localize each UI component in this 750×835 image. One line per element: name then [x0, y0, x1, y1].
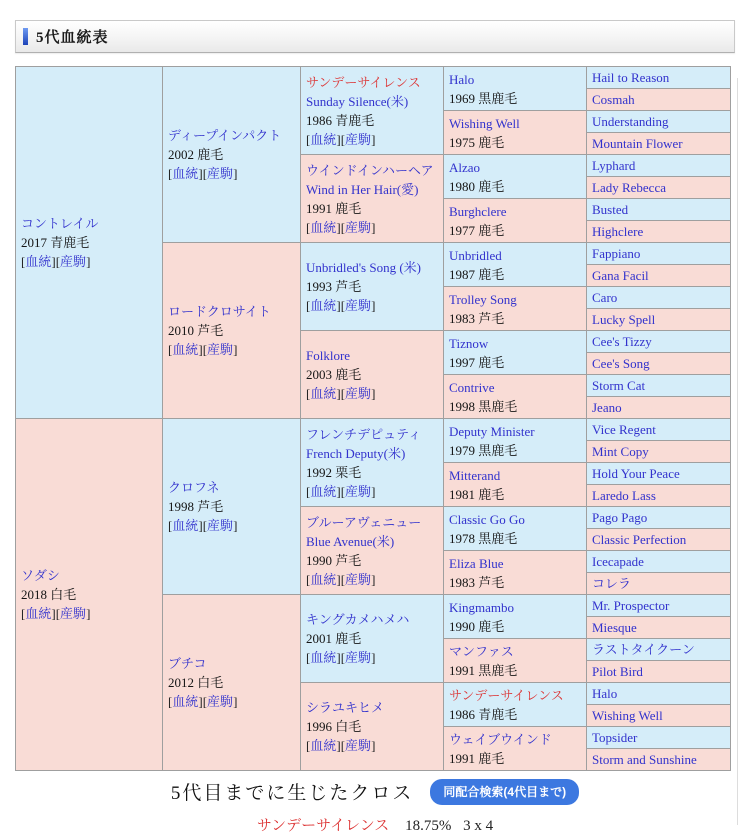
horse-name-link[interactable]: Sunday Silence(米) — [306, 93, 409, 109]
pedigree-cell-gen2-0 — [163, 67, 301, 243]
horse-name-link[interactable]: Miesque — [592, 620, 637, 635]
cross-item — [0, 814, 750, 835]
horse-name-link[interactable]: シラユキヒメ — [306, 700, 385, 715]
pedigree-cell-gen5-10 — [587, 287, 731, 309]
offspring-link[interactable]: 産駒 — [345, 298, 372, 313]
pedigree-cell-gen4-3 — [444, 199, 587, 243]
bracket: ] — [336, 650, 341, 665]
pedigree-cell-gen5-23 — [587, 573, 731, 595]
bracket: ] — [336, 738, 341, 753]
horse-name-link[interactable]: Burghclere — [449, 203, 507, 219]
horse-quick-links — [306, 482, 440, 501]
offspring-link[interactable]: 産駒 — [207, 518, 234, 533]
cross-section — [0, 778, 750, 805]
horse-quick-links — [306, 296, 440, 315]
bracket: ] — [336, 219, 341, 235]
horse-name-link[interactable]: Hail to Reason — [592, 70, 670, 85]
horse-name-link[interactable]: コントレイル — [21, 216, 99, 231]
pedigree-cell-gen4-11 — [444, 551, 587, 595]
horse-name-link[interactable]: ラストタイクーン — [592, 642, 695, 657]
pedigree-cell-gen4-2 — [444, 155, 587, 199]
horse-quick-links — [306, 130, 440, 149]
horse-name-link[interactable]: Highclere — [592, 224, 644, 239]
horse-name-link[interactable]: Lyphard — [592, 158, 636, 173]
pedigree-cell-gen4-15 — [444, 727, 587, 771]
cross-section-title: 5代目までに生じたクロス — [170, 783, 414, 804]
pedigree-cell-gen5-18 — [587, 463, 731, 485]
blood-link[interactable]: 血統 — [310, 386, 337, 401]
horse-name-link[interactable]: Cee's Song — [592, 356, 650, 371]
offspring-link[interactable]: 産駒 — [207, 166, 234, 181]
pedigree-cell-gen5-19 — [587, 485, 731, 507]
horse-name-link[interactable]: Lady Rebecca — [592, 180, 666, 195]
blood-link[interactable]: 血統 — [172, 518, 199, 533]
horse-name-link[interactable]: クロフネ — [168, 480, 220, 495]
horse-quick-links — [306, 570, 440, 589]
horse-name-link[interactable]: Jeano — [592, 400, 622, 415]
pedigree-cell-gen3-5 — [301, 507, 444, 595]
horse-name-link[interactable]: Contrive — [449, 379, 495, 395]
pedigree-cell-gen5-28 — [587, 683, 731, 705]
offspring-link[interactable]: 産駒 — [345, 131, 372, 147]
horse-name-link[interactable]: Mint Copy — [592, 444, 649, 459]
pedigree-cell-gen4-7 — [444, 375, 587, 419]
horse-name-link[interactable]: ブチコ — [168, 656, 207, 671]
bracket: ] — [198, 342, 203, 357]
bracket: ] — [233, 166, 238, 181]
horse-name-link[interactable]: ディープインパクト — [168, 128, 282, 143]
pedigree-cell-gen5-8 — [587, 243, 731, 265]
horse-name-link[interactable]: コレラ — [592, 576, 632, 591]
pedigree-cell-gen5-16 — [587, 419, 731, 441]
pedigree-cell-gen5-20 — [587, 507, 731, 529]
bracket: ] — [233, 518, 238, 533]
pedigree-cell-gen1-0 — [16, 67, 163, 419]
horse-year-coat: 2012 白毛 — [168, 675, 224, 690]
bracket: ] — [371, 738, 376, 753]
horse-name-link[interactable]: Halo — [592, 686, 618, 701]
offspring-link[interactable]: 産駒 — [207, 694, 234, 709]
pedigree-cell-gen5-21 — [587, 529, 731, 551]
horse-year-coat: 1981 鹿毛 — [449, 486, 505, 502]
pedigree-cell-gen5-15 — [587, 397, 731, 419]
horse-year-coat: 1993 芦毛 — [306, 279, 362, 294]
horse-name-link[interactable]: キングカメハメハ — [306, 612, 410, 627]
horse-name-link[interactable]: Blue Avenue(米) — [306, 533, 395, 549]
pedigree-cell-gen3-0 — [301, 67, 444, 155]
horse-year-coat: 1969 黒鹿毛 — [449, 90, 518, 106]
pedigree-cell-gen5-25 — [587, 617, 731, 639]
pedigree-cell-gen5-9 — [587, 265, 731, 287]
bracket: [ — [340, 386, 346, 401]
horse-year-coat: 1980 鹿毛 — [449, 178, 505, 194]
pedigree-cell-gen5-13 — [587, 353, 731, 375]
horse-year-coat: 2018 白毛 — [21, 587, 77, 602]
horse-year-coat: 1998 芦毛 — [168, 499, 224, 514]
pedigree-table — [15, 66, 731, 771]
horse-year-coat: 1983 芦毛 — [449, 310, 505, 326]
offspring-link[interactable]: 産駒 — [60, 254, 87, 269]
horse-year-coat: 1992 栗毛 — [306, 464, 362, 480]
horse-name-link[interactable]: ウェイブウインド — [449, 731, 552, 747]
bracket: [ — [306, 298, 311, 313]
blood-link[interactable]: 血統 — [310, 650, 337, 665]
bracket: ] — [233, 342, 238, 357]
bracket: [ — [306, 650, 311, 665]
pedigree-cell-gen5-5 — [587, 177, 731, 199]
bracket: ] — [336, 298, 341, 313]
pedigree-cell-gen4-10 — [444, 507, 587, 551]
horse-name-link[interactable]: Pago Pago — [592, 510, 648, 525]
accent-bar-icon — [23, 28, 28, 45]
bracket: [ — [168, 518, 173, 533]
offspring-link[interactable]: 産駒 — [345, 219, 372, 235]
horse-name-link[interactable]: Tiznow — [449, 335, 489, 351]
bracket: ] — [371, 386, 376, 401]
horse-quick-links — [306, 648, 440, 667]
horse-year-coat: 2010 芦毛 — [168, 323, 224, 338]
horse-name-link[interactable]: Vice Regent — [592, 422, 656, 437]
horse-name-link[interactable]: Pilot Bird — [592, 664, 643, 679]
blood-link[interactable]: 血統 — [310, 738, 337, 753]
pedigree-table-body — [16, 67, 731, 771]
horse-year-coat: 1990 鹿毛 — [449, 618, 505, 634]
horse-quick-links — [168, 692, 297, 711]
offspring-link[interactable]: 産駒 — [345, 738, 372, 753]
bracket: [ — [202, 694, 208, 709]
pedigree-cell-gen4-6 — [444, 331, 587, 375]
horse-name-link[interactable]: Hold Your Peace — [592, 466, 680, 481]
bracket: [ — [306, 483, 311, 499]
pedigree-cell-gen4-9 — [444, 463, 587, 507]
horse-year-coat: 1987 鹿毛 — [449, 266, 505, 282]
bracket: [ — [340, 298, 346, 313]
horse-name-link[interactable]: Wishing Well — [449, 115, 520, 131]
pedigree-cell-gen5-24 — [587, 595, 731, 617]
horse-name-link[interactable]: Classic Perfection — [592, 532, 687, 547]
horse-name-link[interactable]: Cosmah — [592, 92, 635, 107]
horse-year-coat: 2001 鹿毛 — [306, 631, 362, 646]
horse-year-coat: 1991 鹿毛 — [306, 200, 362, 216]
horse-name-link[interactable]: Wishing Well — [592, 708, 663, 723]
horse-name-link[interactable]: Unbridled — [449, 247, 502, 263]
horse-name-link[interactable]: マンファス — [449, 643, 514, 659]
cross-pattern: 3 x 4 — [463, 818, 494, 834]
horse-name-link[interactable]: Understanding — [592, 114, 669, 129]
section-header — [15, 20, 735, 53]
horse-year-coat: 2017 青鹿毛 — [21, 235, 90, 250]
bracket: ] — [198, 694, 203, 709]
bracket: [ — [168, 694, 173, 709]
bracket: ] — [371, 298, 376, 313]
horse-year-coat: 1998 黒鹿毛 — [449, 398, 518, 414]
horse-name-link[interactable]: ロードクロサイト — [168, 304, 271, 319]
blood-link[interactable]: 血統 — [25, 254, 52, 269]
pedigree-cell-gen4-13 — [444, 639, 587, 683]
offspring-link[interactable]: 産駒 — [345, 571, 372, 587]
horse-name-link[interactable]: ブルーアヴェニュー — [306, 514, 422, 530]
blood-link[interactable]: 血統 — [310, 298, 337, 313]
horse-name-link[interactable]: Mitterand — [449, 467, 501, 483]
pedigree-cell-gen5-1 — [587, 89, 731, 111]
pedigree-cell-gen5-17 — [587, 441, 731, 463]
horse-name-link[interactable]: Laredo Lass — [592, 488, 656, 503]
blood-link[interactable]: 血統 — [310, 571, 337, 587]
horse-name-link[interactable]: Lucky Spell — [592, 312, 656, 327]
pedigree-cell-gen5-11 — [587, 309, 731, 331]
bracket: [ — [340, 483, 346, 499]
bracket: [ — [202, 342, 208, 357]
bracket: ] — [371, 571, 376, 587]
bracket: ] — [51, 606, 56, 621]
bracket: [ — [55, 254, 61, 269]
horse-name-link[interactable]: ウインドインハーヘア — [306, 162, 434, 178]
horse-name-link[interactable]: Icecapade — [592, 554, 644, 569]
pedigree-cell-gen5-29 — [587, 705, 731, 727]
bracket: [ — [340, 131, 346, 147]
pedigree-cell-gen3-2 — [301, 243, 444, 331]
horse-name-link[interactable]: Halo — [449, 71, 475, 87]
horse-name-crossed: サンデーサイレンス — [449, 687, 564, 703]
bracket: [ — [168, 166, 173, 181]
same-mating-search-button[interactable]: 同配合検索(4代目まで) — [430, 779, 579, 805]
bracket: ] — [198, 518, 203, 533]
bracket: ] — [371, 131, 376, 147]
horse-name-link[interactable]: Busted — [592, 202, 629, 217]
horse-name-link[interactable]: Alzao — [449, 159, 481, 175]
pedigree-cell-gen2-2 — [163, 419, 301, 595]
pedigree-cell-gen5-27 — [587, 661, 731, 683]
pedigree-cell-gen5-22 — [587, 551, 731, 573]
bracket: [ — [340, 219, 346, 235]
horse-name-link[interactable]: Trolley Song — [449, 291, 517, 307]
blood-link[interactable]: 血統 — [172, 694, 199, 709]
bracket: [ — [21, 254, 26, 269]
horse-name-link[interactable]: フレンチデピュティ — [306, 426, 422, 442]
horse-name-link[interactable]: Folklore — [306, 348, 351, 363]
bracket: [ — [306, 219, 311, 235]
horse-name-link[interactable]: Mr. Prospector — [592, 598, 670, 613]
horse-quick-links — [168, 164, 297, 183]
horse-year-coat: 1997 鹿毛 — [449, 354, 505, 370]
content-right-border — [737, 78, 738, 825]
horse-name-link[interactable]: Caro — [592, 290, 618, 305]
pedigree-cell-gen5-12 — [587, 331, 731, 353]
blood-link[interactable]: 血統 — [310, 483, 337, 499]
horse-name-link[interactable]: Mountain Flower — [592, 136, 683, 151]
blood-link[interactable]: 血統 — [25, 606, 52, 621]
bracket: [ — [306, 386, 311, 401]
bracket: [ — [168, 342, 173, 357]
bracket: ] — [336, 483, 341, 499]
bracket: ] — [51, 254, 56, 269]
horse-name-link[interactable]: French Deputy(米) — [306, 445, 406, 461]
horse-quick-links — [21, 604, 159, 623]
horse-name-link[interactable]: Unbridled's Song (米) — [306, 260, 422, 275]
horse-year-coat: 1983 芦毛 — [449, 574, 505, 590]
pedigree-cell-gen3-6 — [301, 595, 444, 683]
horse-year-coat: 1990 芦毛 — [306, 552, 362, 568]
bracket: ] — [371, 483, 376, 499]
horse-name-link[interactable]: Topsider — [592, 730, 638, 745]
horse-name-link[interactable]: Fappiano — [592, 246, 641, 261]
offspring-link[interactable]: 産駒 — [345, 483, 372, 499]
horse-name-link[interactable]: Wind in Her Hair(愛) — [306, 181, 419, 197]
bracket: ] — [86, 254, 91, 269]
pedigree-cell-gen5-0 — [587, 67, 731, 89]
horse-year-coat: 1991 鹿毛 — [449, 750, 505, 766]
bracket: [ — [55, 606, 61, 621]
pedigree-cell-gen5-26 — [587, 639, 731, 661]
blood-link[interactable]: 血統 — [310, 219, 337, 235]
pedigree-cell-gen5-4 — [587, 155, 731, 177]
page-title: 5代血統表 — [36, 30, 109, 46]
pedigree-cell-gen4-1 — [444, 111, 587, 155]
pedigree-cell-gen5-7 — [587, 221, 731, 243]
blood-link[interactable]: 血統 — [172, 342, 199, 357]
bracket: ] — [233, 694, 238, 709]
horse-quick-links — [168, 340, 297, 359]
horse-quick-links — [21, 252, 159, 271]
bracket: [ — [340, 571, 346, 587]
pedigree-cell-gen1-1 — [16, 419, 163, 771]
horse-year-coat: 1986 青鹿毛 — [449, 706, 518, 722]
blood-link[interactable]: 血統 — [310, 131, 337, 147]
pedigree-cell-gen5-30 — [587, 727, 731, 749]
pedigree-cell-gen5-2 — [587, 111, 731, 133]
pedigree-cell-gen5-3 — [587, 133, 731, 155]
horse-year-coat: 1978 黒鹿毛 — [449, 530, 518, 546]
cross-percent: 18.75% — [405, 818, 452, 834]
horse-name-link[interactable]: Gana Facil — [592, 268, 649, 283]
horse-quick-links — [306, 218, 440, 237]
pedigree-cell-gen5-14 — [587, 375, 731, 397]
pedigree-cell-gen2-3 — [163, 595, 301, 771]
bracket: ] — [198, 166, 203, 181]
blood-link[interactable]: 血統 — [172, 166, 199, 181]
pedigree-cell-gen4-5 — [444, 287, 587, 331]
horse-year-coat: 1996 白毛 — [306, 719, 362, 734]
horse-name-link[interactable]: Eliza Blue — [449, 555, 504, 571]
offspring-link[interactable]: 産駒 — [60, 606, 87, 621]
horse-quick-links — [168, 516, 297, 535]
bracket: [ — [340, 650, 346, 665]
horse-quick-links — [306, 736, 440, 755]
bracket: ] — [86, 606, 91, 621]
pedigree-cell-gen3-4 — [301, 419, 444, 507]
pedigree-cell-gen3-3 — [301, 331, 444, 419]
bracket: [ — [306, 571, 311, 587]
bracket: [ — [202, 518, 208, 533]
horse-year-coat: 1979 黒鹿毛 — [449, 442, 518, 458]
pedigree-cell-gen3-1 — [301, 155, 444, 243]
pedigree-cell-gen4-12 — [444, 595, 587, 639]
horse-name-link[interactable]: Storm and Sunshine — [592, 752, 697, 767]
offspring-link[interactable]: 産駒 — [345, 650, 372, 665]
horse-year-coat: 1986 青鹿毛 — [306, 112, 375, 128]
horse-name-link[interactable]: Deputy Minister — [449, 423, 535, 439]
pedigree-cell-gen5-6 — [587, 199, 731, 221]
bracket: ] — [371, 650, 376, 665]
horse-name-link[interactable]: Classic Go Go — [449, 511, 525, 527]
pedigree-cell-gen2-1 — [163, 243, 301, 419]
bracket: [ — [202, 166, 208, 181]
bracket: [ — [21, 606, 26, 621]
bracket: [ — [340, 738, 346, 753]
horse-year-coat: 1975 鹿毛 — [449, 134, 505, 150]
cross-horse-name: サンデーサイレンス — [256, 818, 390, 834]
bracket: ] — [336, 131, 341, 147]
bracket: ] — [336, 386, 341, 401]
offspring-link[interactable]: 産駒 — [207, 342, 234, 357]
horse-year-coat: 1991 黒鹿毛 — [449, 662, 518, 678]
pedigree-cell-gen5-31 — [587, 749, 731, 771]
bracket: [ — [306, 738, 311, 753]
pedigree-cell-gen4-0 — [444, 67, 587, 111]
pedigree-cell-gen4-4 — [444, 243, 587, 287]
bracket: ] — [371, 219, 376, 235]
pedigree-cell-gen4-8 — [444, 419, 587, 463]
horse-name-link[interactable]: Storm Cat — [592, 378, 646, 393]
horse-name-crossed: サンデーサイレンス — [306, 74, 421, 90]
horse-year-coat: 2002 鹿毛 — [168, 147, 224, 162]
horse-name-link[interactable]: Cee's Tizzy — [592, 334, 652, 349]
bracket: ] — [336, 571, 341, 587]
horse-quick-links — [306, 384, 440, 403]
horse-year-coat: 1977 鹿毛 — [449, 222, 505, 238]
pedigree-cell-gen3-7 — [301, 683, 444, 771]
bracket: [ — [306, 131, 311, 147]
horse-name-link[interactable]: Kingmambo — [449, 599, 514, 615]
horse-name-link[interactable]: ソダシ — [21, 568, 60, 583]
offspring-link[interactable]: 産駒 — [345, 386, 372, 401]
horse-year-coat: 2003 鹿毛 — [306, 367, 362, 382]
pedigree-cell-gen4-14 — [444, 683, 587, 727]
